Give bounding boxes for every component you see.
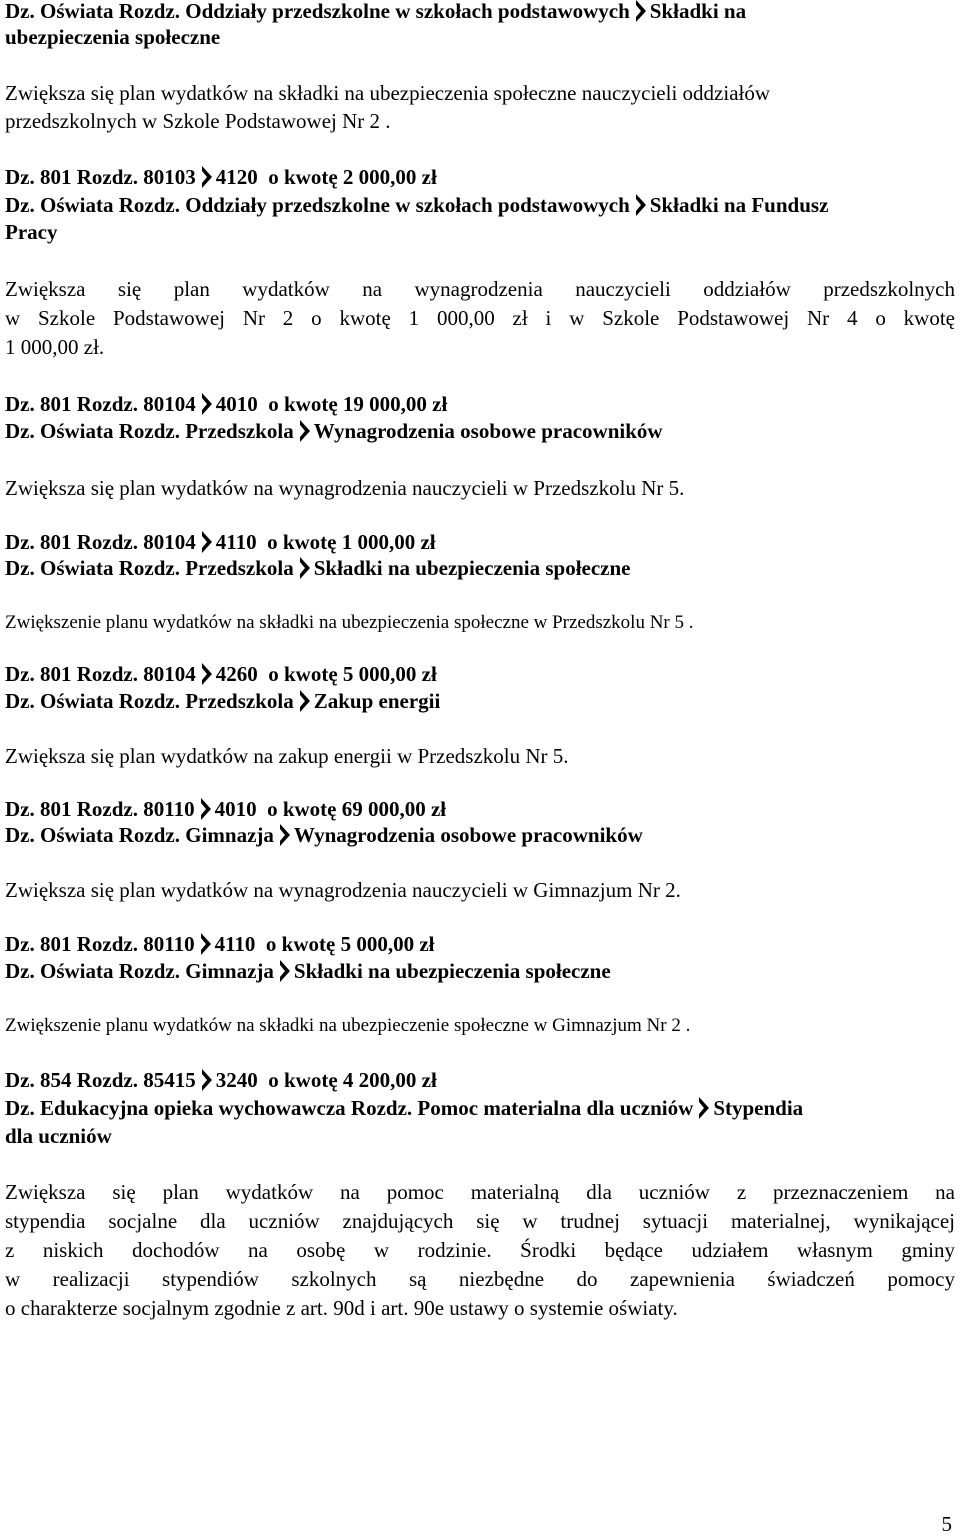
budget-code-line [5, 795, 446, 823]
rozdz-name: Gimnazja [185, 959, 274, 983]
description-line: stypendia socjalne dla uczniów znajdujących się w trudnej sytuacji materialnej, wynikającej [5, 1209, 955, 1233]
dz-label: Dz. Oświata Rozdz. [5, 959, 180, 983]
paragraf-code: 3240 [215, 1068, 258, 1092]
arrow-icon [201, 933, 211, 955]
amount: o kwotę 1 000,00 zł [267, 530, 436, 554]
dz-label: Dz. Oświata Rozdz. [5, 419, 180, 443]
budget-code-line [5, 930, 435, 958]
description-line: przedszkolnych w Szkole Podstawowej Nr 2 . [5, 109, 391, 133]
paragraf-name: ubezpieczenia społeczne [5, 25, 221, 49]
classification-code: Dz. 801 Rozdz. 80110 [5, 797, 195, 821]
amount: o kwotę 5 000,00 zł [268, 662, 437, 686]
paragraf-code: 4010 [215, 392, 258, 416]
rozdz-name: Gimnazja [185, 823, 274, 847]
amount: o kwotę 19 000,00 zł [268, 392, 448, 416]
paragraf-name: Składki na [649, 0, 747, 23]
paragraf-name: Pracy [5, 220, 58, 244]
description-line: w realizacji stypendiów szkolnych są niezbędne do zapewnienia świadczeń pomocy [5, 1267, 955, 1291]
amount: o kwotę 2 000,00 zł [268, 165, 437, 189]
budget-code-line [5, 528, 436, 556]
amount: o kwotę 4 200,00 zł [268, 1068, 437, 1092]
arrow-icon [201, 798, 211, 820]
rozdz-name: Oddziały przedszkolne w szkołach podstawowych [185, 193, 630, 217]
paragraf-code: 4110 [214, 932, 256, 956]
heading-line [5, 0, 746, 25]
classification-code: Dz. 801 Rozdz. 80110 [5, 932, 195, 956]
paragraf-name: Składki na ubezpieczenia społeczne [313, 556, 631, 580]
paragraf-code: 4110 [215, 530, 257, 554]
rozdz-name: Przedszkola [185, 556, 294, 580]
paragraf-name: Wynagrodzenia osobowe pracowników [313, 419, 663, 443]
paragraf-name: Składki na Fundusz [649, 193, 829, 217]
paragraf-name: Wynagrodzenia osobowe pracowników [293, 823, 643, 847]
paragraf-name: Zakup energii [313, 689, 441, 713]
dz-label: Dz. Edukacyjna opieka wychowawcza Rozdz. [5, 1096, 413, 1120]
dz-label: Dz. Oświata Rozdz. [5, 689, 180, 713]
budget-code-line [5, 1066, 437, 1094]
description-line: Zwiększenie planu wydatków na składki na ubezpieczenie społeczne w Gimnazjum Nr 2 . [5, 1015, 691, 1036]
description-line: w Szkole Podstawowej Nr 2 o kwotę 1 000,00 zł i w Szkole Podstawowej Nr 4 o kwotę [5, 306, 955, 330]
description-line: Zwiększenie planu wydatków na składki na ubezpieczenia społeczne w Przedszkolu Nr 5 . [5, 612, 694, 633]
amount: o kwotę 5 000,00 zł [265, 932, 435, 956]
paragraf-code: 4010 [214, 797, 257, 821]
description-line: Zwiększa się plan wydatków na pomoc materialną dla uczniów z przeznaczeniem na [5, 1180, 955, 1204]
description-line: z niskich dochodów na osobę w rodzinie. Środki będące udziałem własnym gminy [5, 1238, 955, 1262]
dz-label: Dz. Oświata Rozdz. [5, 823, 180, 847]
arrow-icon [202, 166, 212, 188]
description-line: o charakterze socjalnym zgodnie z art. 90d i art. 90e ustawy o systemie oświaty. [5, 1296, 678, 1320]
arrow-icon [280, 960, 290, 982]
rozdz-name: Pomoc materialna dla uczniów [417, 1096, 694, 1120]
description-line: Zwiększa się plan wydatków na wynagrodzenia nauczycieli oddziałów przedszkolnych [5, 277, 955, 301]
heading-line [5, 417, 663, 445]
arrow-icon [202, 531, 212, 553]
budget-code-line [5, 390, 447, 418]
paragraf-code: 4120 [215, 165, 258, 189]
paragraf-name: dla uczniów [5, 1124, 112, 1148]
description-line: Zwiększa się plan wydatków na składki na ubezpieczenia społeczne nauczycieli oddziałów [5, 81, 771, 105]
classification-code: Dz. 801 Rozdz. 80104 [5, 392, 196, 416]
rozdz-name: Przedszkola [185, 419, 294, 443]
paragraf-name: Składki na ubezpieczenia społeczne [293, 959, 611, 983]
description-line: Zwiększa się plan wydatków na zakup energii w Przedszkolu Nr 5. [5, 744, 569, 768]
paragraf-name: Stypendia [713, 1096, 804, 1120]
classification-code: Dz. 801 Rozdz. 80103 [5, 165, 196, 189]
classification-code: Dz. 801 Rozdz. 80104 [5, 530, 196, 554]
arrow-icon [202, 393, 212, 415]
classification-code: Dz. 854 Rozdz. 85415 [5, 1068, 196, 1092]
arrow-icon [636, 0, 646, 22]
heading-line [5, 957, 611, 985]
classification-code: Dz. 801 Rozdz. 80104 [5, 662, 196, 686]
heading-line [5, 821, 643, 849]
arrow-icon [300, 557, 310, 579]
description-line: Zwiększa się plan wydatków na wynagrodzenia nauczycieli w Przedszkolu Nr 5. [5, 476, 685, 500]
page-number: 5 [941, 1512, 952, 1536]
arrow-icon [280, 824, 290, 846]
budget-code-line [5, 163, 437, 191]
heading-line [5, 191, 828, 219]
arrow-icon [699, 1097, 709, 1119]
dz-label: Dz. Oświata Rozdz. [5, 0, 180, 23]
paragraf-code: 4260 [215, 662, 258, 686]
dz-label: Dz. Oświata Rozdz. [5, 193, 180, 217]
arrow-icon [202, 1069, 212, 1091]
rozdz-name: Przedszkola [185, 689, 294, 713]
arrow-icon [300, 420, 310, 442]
arrow-icon [300, 690, 310, 712]
heading-line [5, 554, 631, 582]
amount: o kwotę 69 000,00 zł [267, 797, 447, 821]
dz-label: Dz. Oświata Rozdz. [5, 556, 180, 580]
heading-line [5, 218, 57, 246]
heading-line [5, 23, 220, 51]
description-line: Zwiększa się plan wydatków na wynagrodzenia nauczycieli w Gimnazjum Nr 2. [5, 878, 681, 902]
rozdz-name: Oddziały przedszkolne w szkołach podstawowych [185, 0, 630, 23]
description-line: 1 000,00 zł. [5, 335, 105, 359]
arrow-icon [202, 663, 212, 685]
heading-line [5, 1122, 112, 1150]
budget-code-line [5, 660, 437, 688]
heading-line [5, 1094, 803, 1122]
arrow-icon [636, 194, 646, 216]
heading-line [5, 687, 440, 715]
